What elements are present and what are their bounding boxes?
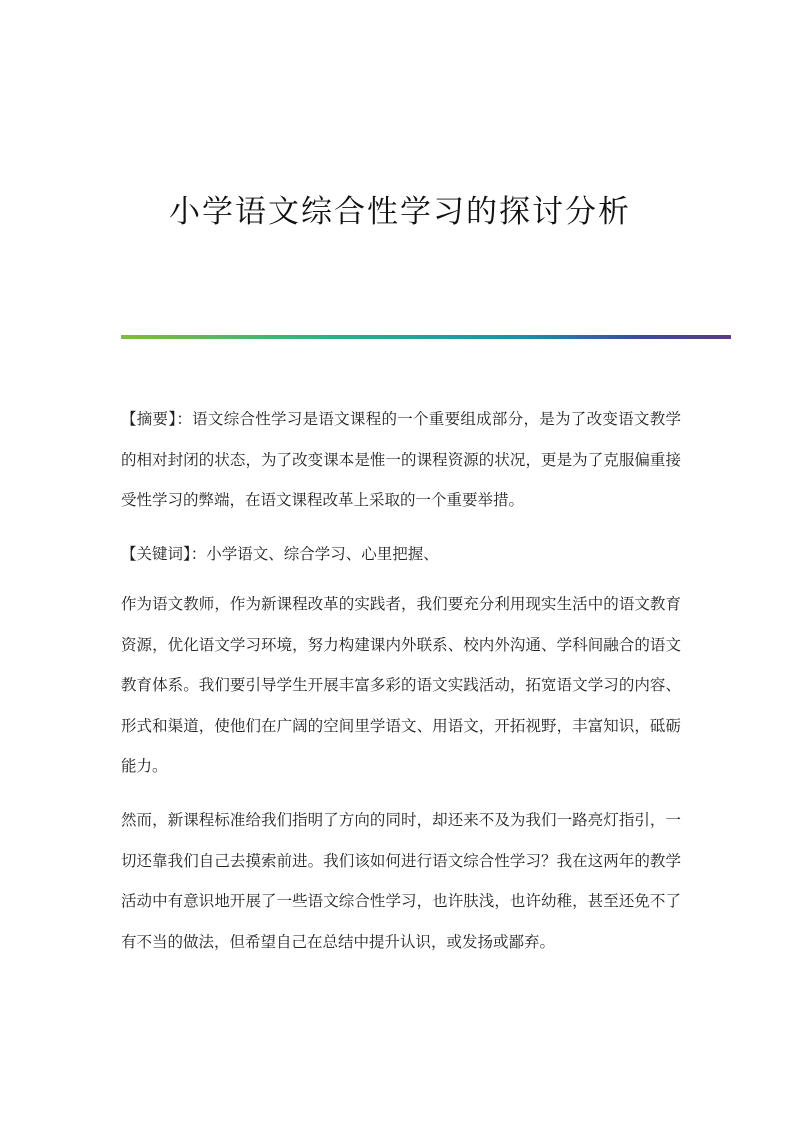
body-paragraph-2: 然而，新课程标准给我们指明了方向的同时，却还来不及为我们一路亮灯指引，一切还靠我们自己去摸索前进。我们该如何进行语文综合性学习？我在这两年的教学活动中有意识地开展了一些语文综合性学习，也许肤浅，也许幼稚，甚至还免不了有不当的做法，但希望自己在总结中提升认识，或发扬或鄙弃。	[121, 811, 681, 951]
body-paragraph-1: 作为语文教师，作为新课程改革的实践者，我们要充分利用现实生活中的语文教育资源，优化语文学习环境，努力构建课内外联系、校内外沟通、学科间融合的语文教育体系。我们要引导学生开展丰富多彩的语文实践活动，拓宽语文学习的内容、形式和渠道，使他们在广阔的空间里学语文、用语文，开拓视野，丰富知识，砥砺能力。	[121, 595, 681, 775]
title-divider	[121, 335, 731, 339]
abstract-label: 【摘要】：	[121, 410, 193, 428]
abstract-text: 语文综合性学习是语文课程的一个重要组成部分，是为了改变语文教学的相对封闭的状态，为了改变课本是惟一的课程资源的状况，更是为了克服偏重接受性学习的弊端，在语文课程改革上采取的一个重要举措。	[121, 410, 681, 509]
keywords-label: 【关键词】：	[121, 545, 207, 563]
page-title: 小学语文综合性学习的探讨分析	[169, 194, 631, 230]
abstract-paragraph	[121, 399, 681, 521]
keywords-text: 小学语文、综合学习、心里把握、	[206, 545, 439, 563]
keywords-paragraph	[121, 534, 681, 575]
